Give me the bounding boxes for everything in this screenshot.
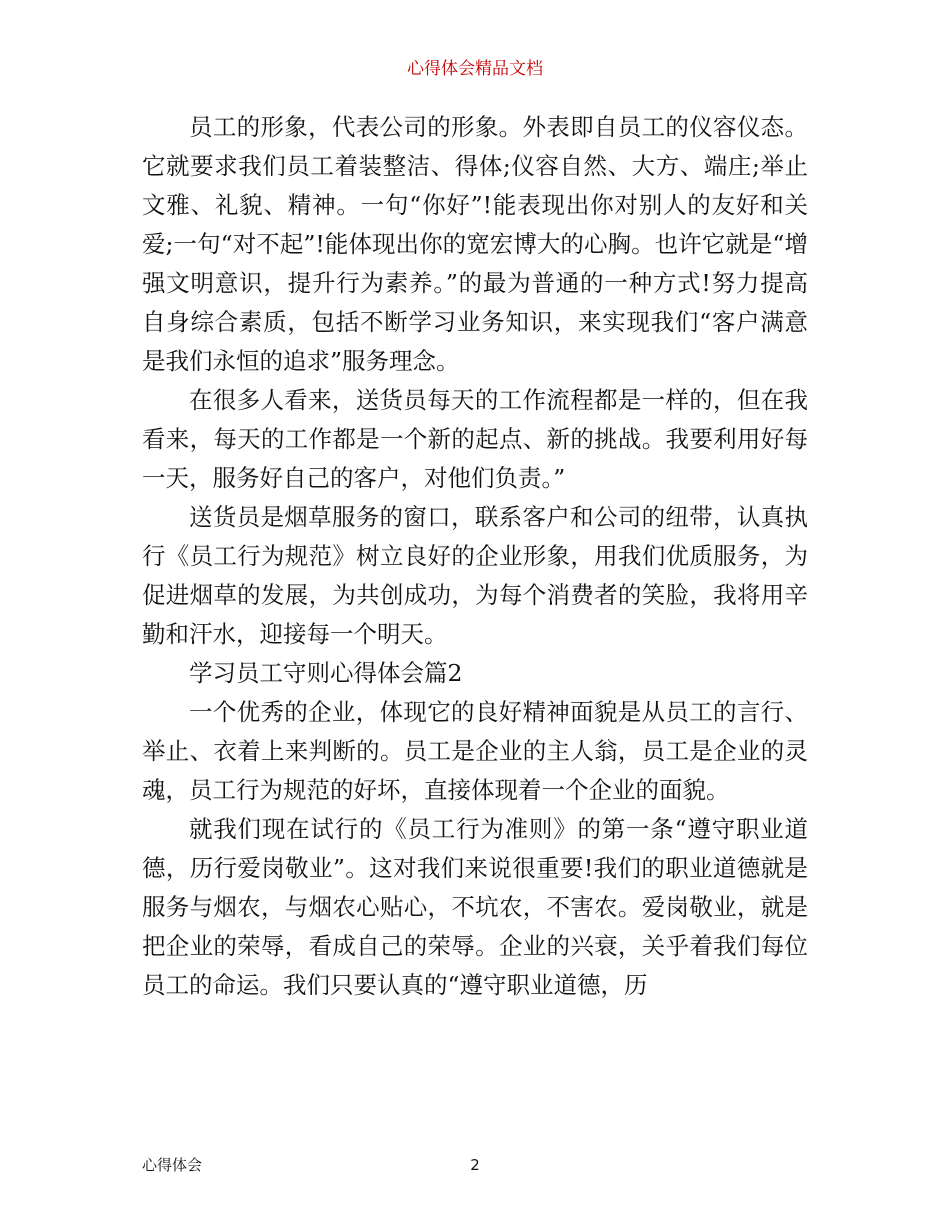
page-header-title: 心得体会精品文档 <box>407 59 543 79</box>
paragraph-4: 一个优秀的企业，体现它的良好精神面貌是从员工的言行、举止、衣着上来判断的。员工是企业的主人翁，员工是企业的灵魂，员工行为规范的好坏，直接体现着一个企业的面貌。 <box>142 698 808 804</box>
footer-label: 心得体会 <box>142 1156 203 1174</box>
page-number: 2 <box>470 1156 480 1174</box>
paragraph-5: 就我们现在试行的《员工行为准则》的第一条“遵守职业道德，历行爱岗敬业”。这对我们来说很重要!我们的职业道德就是服务与烟农，与烟农心贴心，不坑农，不害农。爱岗敬业，就是把企业的荣辱，看成自己的荣辱。企业的兴衰，关乎着我们每位员工的命运。我们只要认真的“遵守职业道德，历 <box>142 815 808 999</box>
paragraph-1: 员工的形象，代表公司的形象。外表即自员工的仪容仪态。它就要求我们员工着装整洁、得体;仪容自然、大方、端庄;举止文雅、礼貌、精神。一句“你好”!能表现出你对别人的友好和关爱;一句“对不起”!能体现出你的宽宏博大的心胸。也许它就是“增强文明意识，提升行为素养。”的最为普通的一种方式!努力提高自身综合素质，包括不断学习业务知识，来实现我们“客户满意是我们永恒的追求”服务理念。 <box>142 113 808 375</box>
paragraph-2: 在很多人看来，送货员每天的工作流程都是一样的，但在我看来，每天的工作都是一个新的起点、新的挑战。我要利用好每一天，服务好自己的客户，对他们负责。” <box>142 386 808 492</box>
section-heading: 学习员工守则心得体会篇2 <box>189 659 463 687</box>
document-body <box>142 108 808 1005</box>
paragraph-3: 送货员是烟草服务的窗口，联系客户和公司的纽带，认真执行《员工行为规范》树立良好的企业形象，用我们优质服务，为促进烟草的发展，为共创成功，为每个消费者的笑脸，我将用辛勤和汗水，迎接每一个明天。 <box>142 503 808 648</box>
